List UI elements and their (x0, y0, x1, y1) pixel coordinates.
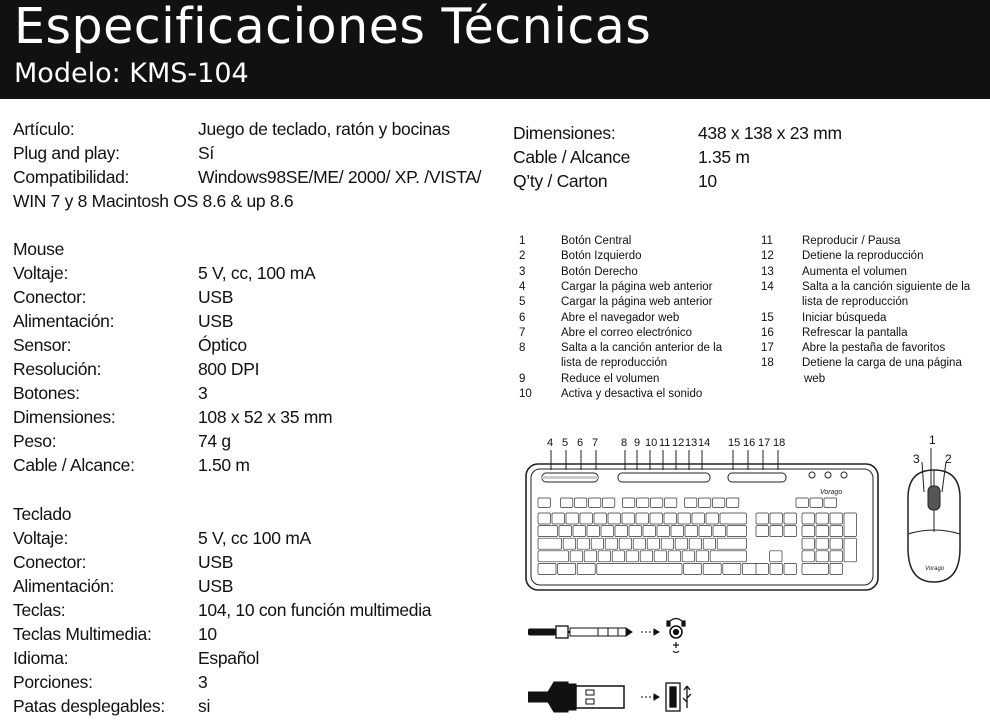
spec-label: Alimentación: (13, 576, 115, 596)
keyboard-key (650, 513, 662, 524)
keyboard-key (538, 563, 556, 574)
spec-label: Teclas: (13, 600, 66, 620)
keyboard-key (657, 526, 669, 537)
keyboard-key (661, 538, 673, 549)
keyboard-key (558, 563, 576, 574)
keyboard-key (626, 551, 638, 562)
keyboard-key (830, 513, 842, 524)
function-number: 18 (761, 357, 774, 370)
keyboard-key (824, 498, 836, 507)
spec-value: Español (198, 648, 260, 668)
keyboard-key (784, 526, 796, 537)
keyboard-key (706, 513, 718, 524)
keyboard-key (608, 513, 620, 524)
callout-number: 5 (562, 437, 569, 449)
spec-value: 104, 10 con función multimedia (198, 600, 432, 620)
keyboard-key (573, 526, 585, 537)
keyboard-key (584, 551, 596, 562)
spec-label: Cable / Alcance (513, 147, 631, 167)
function-text: Salta a la canción siguiente de la (802, 280, 971, 293)
spec-label: Teclas Multimedia: (13, 624, 152, 644)
keyboard-key (830, 526, 842, 537)
callout-number: 14 (698, 437, 711, 449)
keyboard-key (784, 563, 796, 574)
spec-value: USB (198, 311, 234, 331)
function-text: Abre el correo electrónico (561, 326, 693, 339)
keyboard-key (598, 551, 610, 562)
function-text: web (804, 372, 826, 385)
keyboard-key (597, 563, 682, 574)
callout-number: 8 (621, 437, 628, 449)
keyboard-key (802, 513, 814, 524)
keyboard-key (756, 513, 768, 524)
spec-value: USB (198, 287, 234, 307)
function-text: Abre la pestaña de favoritos (802, 342, 946, 355)
spec-label: Artículo: (13, 119, 75, 139)
keyboard-key (560, 498, 572, 507)
keyboard-key (710, 551, 746, 562)
keyboard-key (580, 513, 592, 524)
keyboard-key (717, 538, 746, 549)
keyboard-key (770, 551, 782, 562)
keyboard-key (712, 498, 724, 507)
keyboard-key (844, 538, 856, 562)
function-text: Iniciar búsqueda (802, 311, 887, 324)
function-number: 12 (761, 250, 774, 263)
keyboard-key (636, 513, 648, 524)
keyboard-key (692, 513, 704, 524)
spec-label: Idioma: (13, 648, 69, 668)
function-number: 10 (519, 388, 532, 400)
spec-value: 5 V, cc 100 mA (198, 528, 311, 548)
keyboard-key (770, 526, 782, 537)
keyboard-key (538, 498, 550, 507)
keyboard-key (587, 526, 599, 537)
keyboard-key (633, 538, 645, 549)
spec-value: 438 x 138 x 23 mm (698, 123, 842, 143)
function-text: Cargar la página web anterior (561, 280, 713, 293)
keyboard-key (723, 563, 741, 574)
function-number: 5 (519, 296, 526, 309)
keyboard-key (696, 551, 708, 562)
function-number: 8 (519, 342, 526, 355)
spec-label: Resolución: (13, 359, 102, 379)
spec-label: Q’ty / Carton (513, 171, 608, 191)
keyboard-key (802, 563, 828, 574)
keyboard-key (636, 498, 648, 507)
callout-number: 9 (634, 437, 641, 449)
spec-value: Juego de teclado, ratón y bocinas (198, 119, 450, 139)
keyboard-brand: Vorago (820, 489, 843, 496)
keyboard-key (844, 513, 856, 537)
keyboard-key (756, 526, 768, 537)
usb-connector-illustration (528, 676, 693, 721)
keyboard-key (605, 538, 617, 549)
keyboard-key (830, 563, 842, 574)
keyboard-key (703, 563, 721, 574)
function-number: 2 (519, 250, 526, 263)
keyboard-key (684, 498, 696, 507)
spec-value: 3 (198, 672, 208, 692)
spec-label: Sensor: (13, 335, 72, 355)
usb-port-icon (666, 683, 691, 711)
spec-value: USB (198, 576, 234, 596)
function-text: Botón Izquierdo (561, 250, 642, 263)
spec-value: 1.50 m (198, 455, 250, 475)
spec-label: Alimentación: (13, 311, 115, 331)
function-text: Aumenta el volumen (802, 265, 907, 278)
spec-value: 10 (698, 171, 717, 191)
keyboard-key (647, 538, 659, 549)
keyboard-key (559, 526, 571, 537)
keyboard-key (699, 526, 711, 537)
spec-value: Óptico (198, 335, 247, 355)
spec-label: Conector: (13, 287, 87, 307)
callout-number: 11 (659, 437, 671, 449)
header-banner (0, 0, 990, 99)
keyboard-key (713, 526, 725, 537)
callout-number: 2 (945, 452, 952, 466)
keyboard-key (622, 498, 634, 507)
callout-number: 1 (929, 433, 936, 447)
keyboard-key (830, 538, 842, 549)
callout-number: 10 (645, 437, 658, 449)
keyboard-key (726, 498, 738, 507)
keyboard-key (566, 513, 578, 524)
section-heading-mouse: Mouse (13, 239, 65, 259)
keyboard-key (727, 526, 746, 537)
keyboard-key (577, 563, 595, 574)
function-number: 4 (519, 280, 526, 293)
function-text: Reproducir / Pausa (802, 235, 901, 247)
keyboard-key (756, 563, 768, 574)
mouse-illustration (900, 448, 972, 588)
function-number: 11 (761, 235, 773, 247)
spec-label: Dimensiones: (513, 123, 616, 143)
keyboard-key (678, 513, 690, 524)
spec-label: Botones: (13, 383, 80, 403)
callout-number: 15 (728, 437, 741, 449)
keyboard-key (720, 513, 746, 524)
section-heading-teclado: Teclado (13, 504, 72, 524)
function-number: 13 (761, 265, 774, 278)
spec-label: Patas desplegables: (13, 696, 165, 716)
keyboard-key (810, 498, 822, 507)
function-text: Reduce el volumen (561, 372, 660, 385)
headphone-jack-icon (667, 619, 685, 653)
keyboard-key (538, 538, 562, 549)
function-number: 9 (519, 372, 526, 385)
callout-number: 17 (758, 437, 771, 449)
keyboard-key (574, 498, 586, 507)
keyboard-key (619, 538, 631, 549)
keyboard-key (612, 551, 624, 562)
spec-label: Voltaje: (13, 528, 69, 548)
spec-value: 1.35 m (698, 147, 750, 167)
keyboard-key (654, 551, 666, 562)
spec-value: Sí (198, 143, 214, 163)
spec-label: Porciones: (13, 672, 93, 692)
keyboard-key (684, 563, 702, 574)
keyboard-key (770, 513, 782, 524)
callout-number: 12 (672, 437, 685, 449)
spec-value: 3 (198, 383, 208, 403)
function-number: 3 (519, 265, 526, 278)
function-text: Cargar la página web anterior (561, 296, 713, 309)
keyboard-key (570, 551, 582, 562)
keyboard-key (816, 513, 828, 524)
keyboard-key (577, 538, 589, 549)
keyboard-key (594, 513, 606, 524)
keyboard-key (830, 551, 842, 562)
function-text: lista de reproducción (802, 296, 909, 309)
keyboard-key (816, 551, 828, 562)
function-text: lista de reproducción (561, 357, 668, 370)
spec-value: 74 g (198, 431, 231, 451)
keyboard-key (602, 498, 614, 507)
callout-number: 3 (913, 452, 920, 466)
function-text: Activa y desactiva el sonido (561, 388, 703, 400)
spec-value: Windows98SE/ME/ 2000/ XP. /VISTA/ (198, 167, 482, 187)
keyboard-key (689, 538, 701, 549)
keyboard-key (796, 498, 808, 507)
keyboard-key (591, 538, 603, 549)
callout-number: 16 (743, 437, 756, 449)
keyboard-key (538, 526, 557, 537)
spec-label: Voltaje: (13, 263, 69, 283)
callout-number: 6 (577, 437, 584, 449)
function-number: 17 (761, 342, 774, 355)
callout-number: 18 (773, 437, 786, 449)
function-text: Detiene la reproducción (802, 250, 924, 263)
keyboard-key (685, 526, 697, 537)
keyboard-key (802, 526, 814, 537)
keyboard-key (802, 538, 814, 549)
function-text: Detiene la carga de una página (802, 357, 962, 370)
audio-connector-illustration (528, 615, 693, 660)
keyboard-key (668, 551, 680, 562)
keyboard-key (563, 538, 575, 549)
keyboard-key (622, 513, 634, 524)
function-number: 16 (761, 326, 774, 339)
spec-value: 800 DPI (198, 359, 260, 379)
keyboard-key (552, 513, 564, 524)
keyboard-key (816, 538, 828, 549)
spec-label: Plug and play: (13, 143, 120, 163)
spec-label: Conector: (13, 552, 87, 572)
keyboard-key (588, 498, 600, 507)
spec-continuation: WIN 7 y 8 Macintosh OS 8.6 & up 8.6 (13, 191, 294, 211)
function-text: Botón Central (561, 235, 632, 247)
spec-label: Compatibilidad: (13, 167, 130, 187)
function-number: 6 (519, 311, 526, 324)
keyboard-key (643, 526, 655, 537)
spec-label: Peso: (13, 431, 57, 451)
keyboard-key (682, 551, 694, 562)
keyboard-key (675, 538, 687, 549)
spec-value: USB (198, 552, 234, 572)
spec-value: 10 (198, 624, 217, 644)
keyboard-illustration (520, 448, 885, 594)
function-number: 15 (761, 311, 774, 324)
keyboard-key (802, 551, 814, 562)
page-title: Especificaciones Técnicas (14, 0, 652, 55)
keyboard-key (698, 498, 710, 507)
keyboard-key (664, 498, 676, 507)
function-number: 7 (519, 326, 526, 339)
keyboard-key (784, 513, 796, 524)
keyboard-key (816, 526, 828, 537)
keyboard-key (664, 513, 676, 524)
spec-label: Cable / Alcance: (13, 455, 135, 475)
keyboard-key (629, 526, 641, 537)
function-text: Botón Derecho (561, 265, 638, 278)
function-number: 1 (519, 235, 526, 247)
keyboard-key (650, 498, 662, 507)
callout-number: 4 (547, 437, 554, 449)
keyboard-key (770, 563, 782, 574)
function-number: 14 (761, 280, 774, 293)
function-text: Salta a la canción anterior de la (561, 342, 723, 355)
function-text: Refrescar la pantalla (802, 326, 908, 339)
model-subtitle: Modelo: KMS-104 (14, 58, 249, 89)
keyboard-key (538, 551, 569, 562)
keyboard-key (601, 526, 613, 537)
spec-value: si (198, 696, 211, 716)
spec-value: 5 V, cc, 100 mA (198, 263, 316, 283)
spec-label: Dimensiones: (13, 407, 116, 427)
keyboard-key (703, 538, 715, 549)
callout-number: 13 (685, 437, 698, 449)
keyboard-key (671, 526, 683, 537)
mouse-brand: Vorago (925, 566, 945, 572)
function-text: Abre el navegador web (561, 311, 680, 324)
spec-value: 108 x 52 x 35 mm (198, 407, 333, 427)
keyboard-key (615, 526, 627, 537)
keyboard-key (640, 551, 652, 562)
callout-number: 7 (592, 437, 599, 449)
keyboard-key (538, 513, 550, 524)
